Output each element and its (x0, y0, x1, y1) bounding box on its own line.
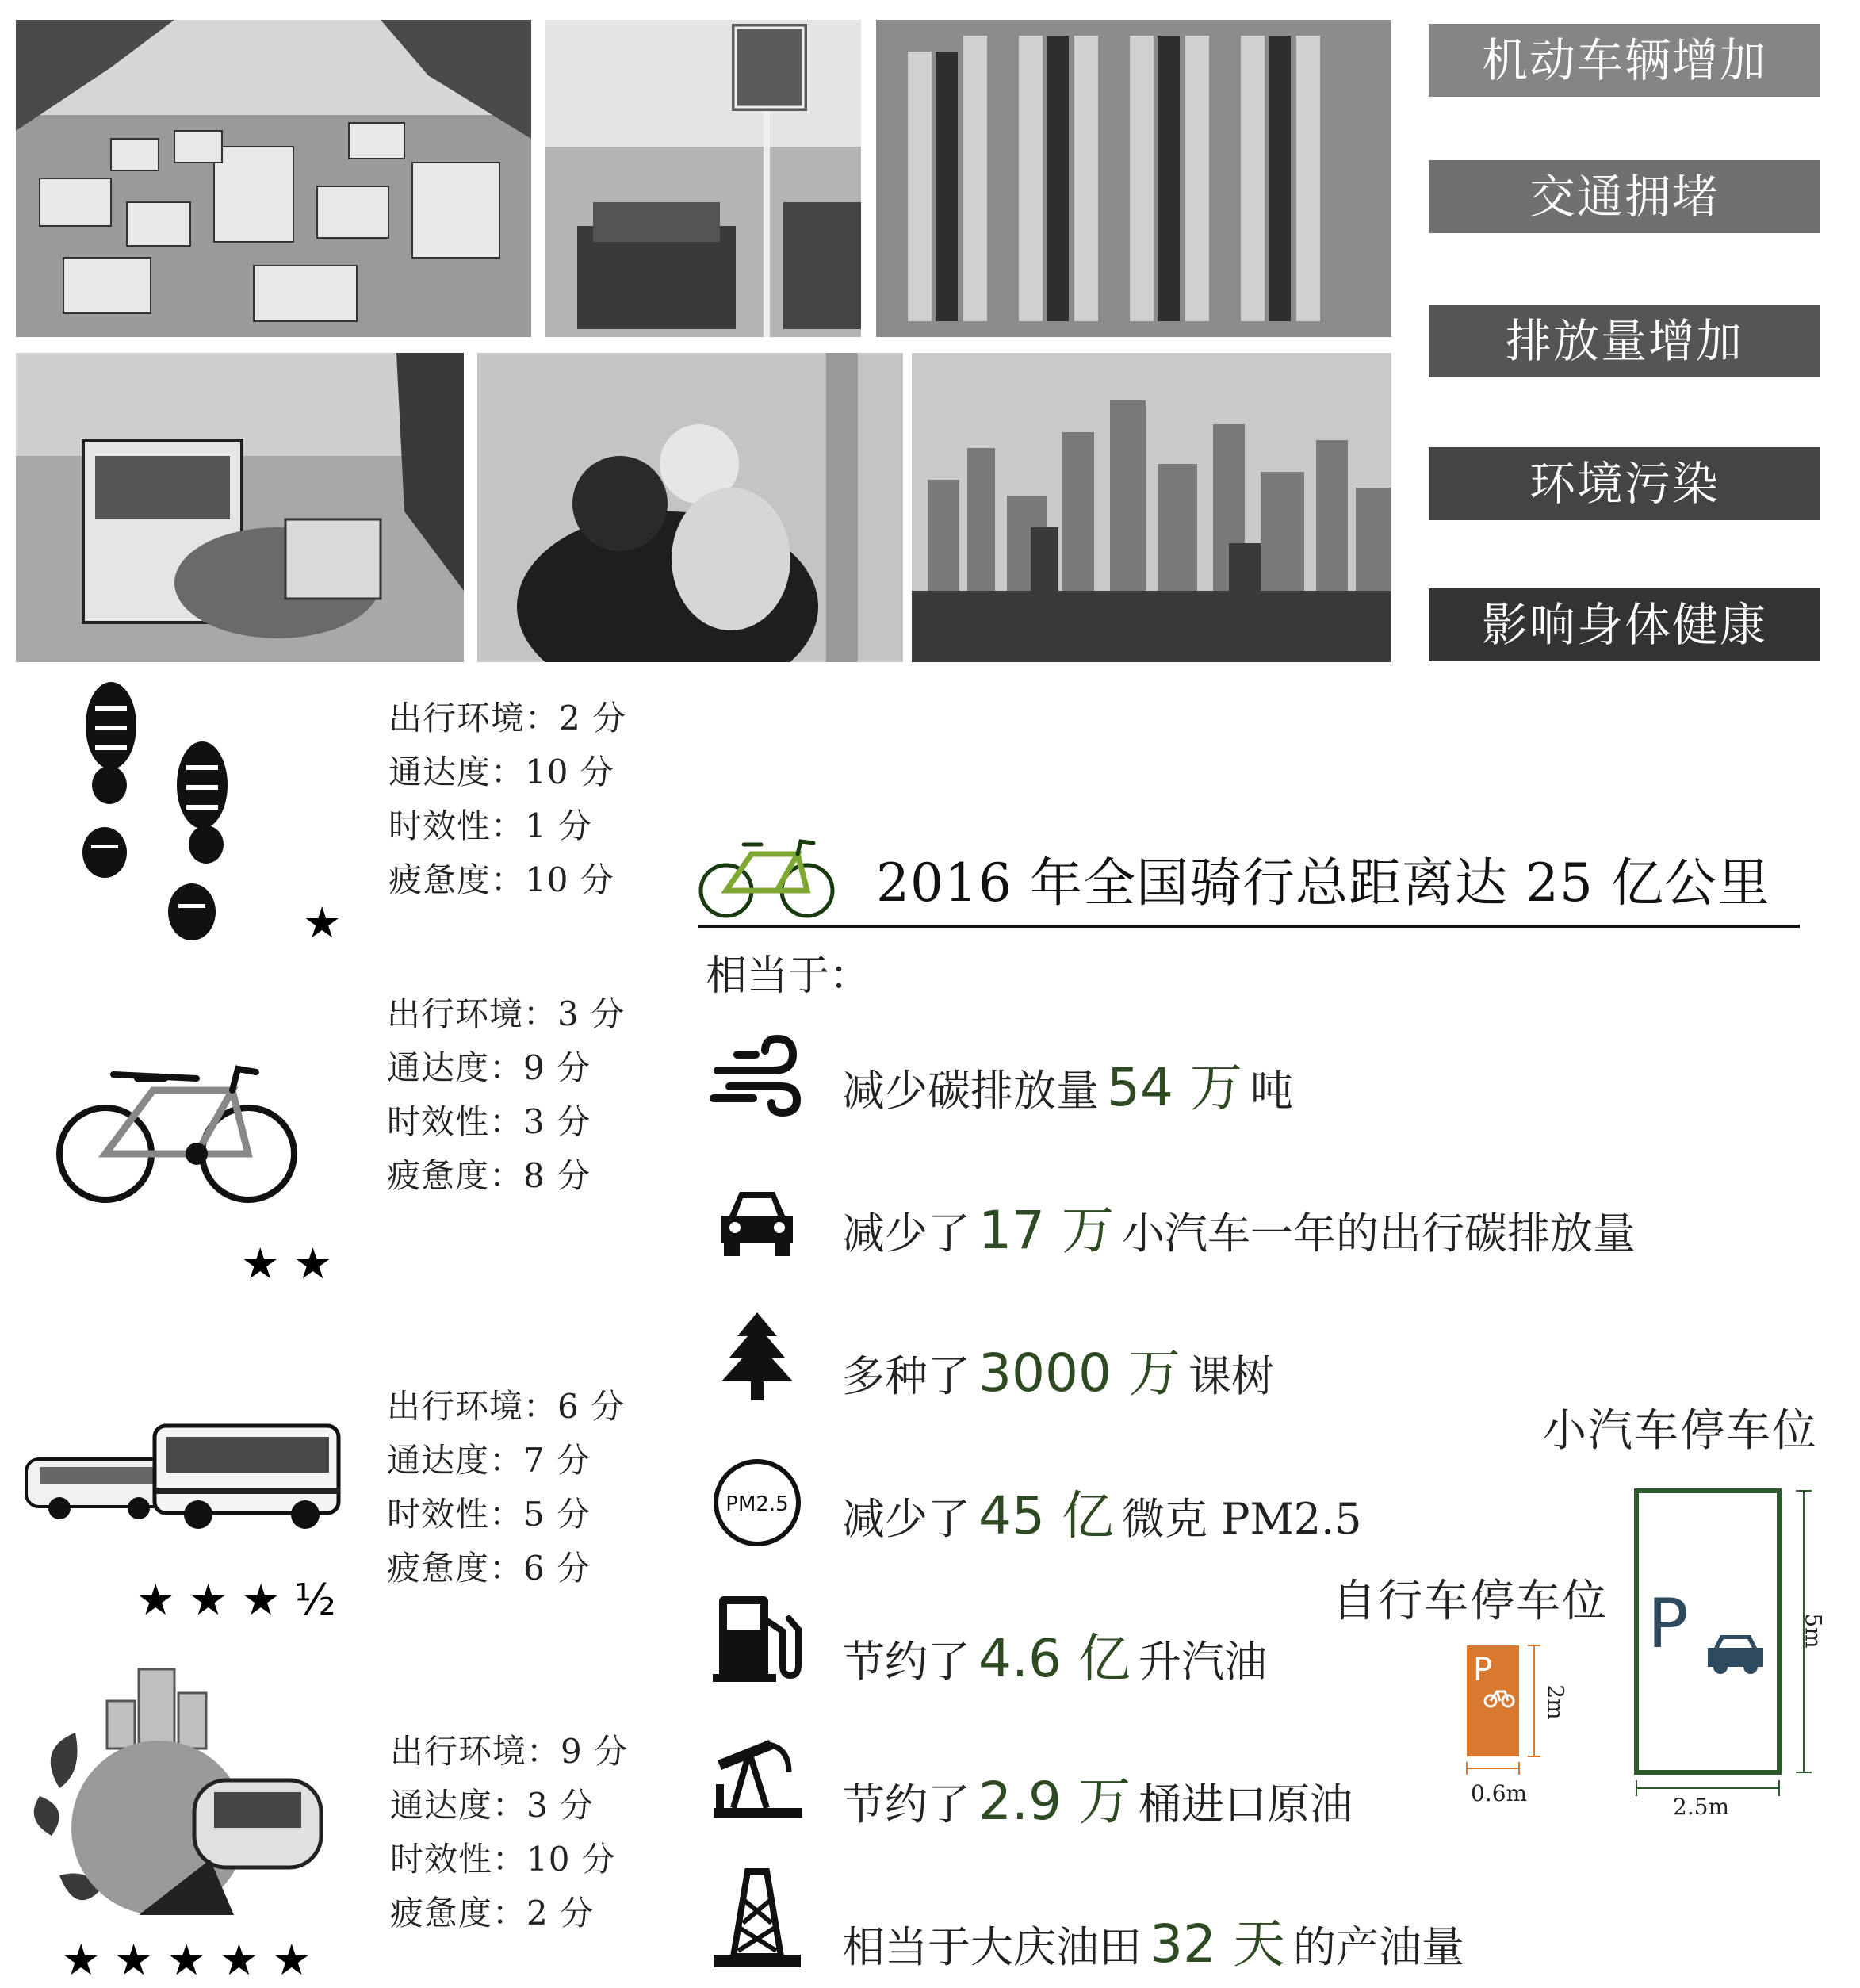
score-accessibility: 通达度：7 分 (387, 1441, 591, 1480)
stat-text-pre: 多种了 (842, 1351, 970, 1401)
score-environment: 出行环境：3 分 (387, 994, 626, 1033)
green-transit-icon (28, 1661, 337, 1923)
green-transit-star-rating: ★★★★★ (62, 1935, 326, 1985)
traffic-jam-photo (16, 20, 531, 337)
stat-number: 17 万 (978, 1200, 1114, 1261)
bike-length-label: 2m (1542, 1684, 1569, 1720)
score-fatigue: 疲惫度：6 分 (387, 1549, 591, 1588)
score-fatigue: 疲惫度：10 分 (388, 860, 614, 899)
stat-text-post: 微克 PM2.5 (1121, 1494, 1362, 1544)
fuel-pump-icon (710, 1590, 805, 1685)
green-bicycle-icon (698, 837, 836, 920)
stat-text-post: 课树 (1188, 1351, 1274, 1401)
stat-number: 54 万 (1107, 1057, 1242, 1118)
cause-box-traffic-congestion: 交通拥堵 (1429, 160, 1820, 233)
stat-number: 3000 万 (978, 1343, 1181, 1404)
car-parking-p-letter: P (1648, 1584, 1689, 1664)
cause-box-health-impact: 影响身体健康 (1429, 588, 1820, 661)
score-accessibility: 通达度：10 分 (388, 753, 614, 791)
stat-number: 32 天 (1150, 1913, 1285, 1975)
cause-box-vehicle-increase: 机动车辆增加 (1429, 24, 1820, 97)
stat-text-post: 的产油量 (1292, 1922, 1464, 1972)
score-environment: 出行环境：6 分 (387, 1387, 626, 1426)
headline: 2016 年全国骑行总距离达 25 亿公里 (876, 852, 1770, 914)
traffic-safety-sign-photo (545, 20, 861, 337)
hazy-city-skyline-photo (912, 353, 1391, 662)
pm25-icon (710, 1455, 805, 1550)
stat-number: 2.9 万 (978, 1771, 1131, 1832)
score-environment: 出行环境：9 分 (390, 1732, 629, 1771)
stat-text-post: 升汽油 (1138, 1637, 1267, 1687)
bus-icon (20, 1412, 345, 1530)
stat-text-pre: 节约了 (842, 1637, 970, 1687)
stat-carbon-reduction (842, 1045, 1293, 1120)
score-timeliness: 时效性：3 分 (387, 1102, 591, 1141)
walking-star-rating: ★ (303, 898, 356, 948)
pm25-icon-label: PM2.5 (725, 1492, 789, 1516)
bicycle-star-rating: ★★ (241, 1239, 346, 1289)
score-timeliness: 时效性：10 分 (390, 1840, 616, 1879)
stat-gasoline-saved (842, 1616, 1267, 1691)
stat-number: 4.6 亿 (978, 1628, 1131, 1689)
footprints-icon (63, 682, 254, 952)
stat-text-pre: 减少碳排放量 (842, 1066, 1099, 1116)
car-parking-title: 小汽车停车位 (1542, 1405, 1818, 1457)
bus-scores (387, 1380, 625, 1595)
stat-crude-oil-saved (842, 1759, 1353, 1834)
walking-scores (388, 691, 626, 907)
stat-daqing-oil (842, 1902, 1464, 1977)
car-width-label: 2.5m (1673, 1794, 1730, 1820)
parking-lot-photo (876, 20, 1391, 337)
stat-trees-planted (842, 1331, 1274, 1406)
stat-text-pre: 减少了 (842, 1209, 970, 1258)
equivalent-label: 相当于： (706, 952, 871, 1000)
stat-text-pre: 相当于大庆油田 (842, 1922, 1142, 1972)
smog-child-mask-photo (477, 353, 903, 662)
stat-text-pre: 减少了 (842, 1494, 970, 1544)
score-environment: 出行环境：2 分 (388, 699, 627, 737)
truck-exhaust-photo (16, 353, 464, 662)
headline-divider (698, 925, 1800, 928)
stat-text-pre: 节约了 (842, 1779, 970, 1829)
stat-pm25-reduction (842, 1473, 1362, 1549)
bicycle-scores (387, 987, 625, 1203)
cause-box-emission-increase: 排放量增加 (1429, 305, 1820, 377)
stat-text-post: 桶进口原油 (1138, 1779, 1353, 1829)
wind-icon (710, 1027, 805, 1122)
stat-text-post: 吨 (1250, 1066, 1293, 1116)
stat-number: 45 亿 (978, 1485, 1114, 1546)
score-accessibility: 通达度：9 分 (387, 1048, 591, 1087)
oil-pumpjack-icon (710, 1729, 805, 1824)
score-fatigue: 疲惫度：8 分 (387, 1156, 591, 1195)
score-timeliness: 时效性：1 分 (388, 806, 593, 845)
score-accessibility: 通达度：3 分 (390, 1786, 595, 1825)
tree-icon (710, 1308, 805, 1404)
car-icon (710, 1172, 805, 1267)
bicycle-icon (54, 1055, 300, 1205)
bike-width-label: 0.6m (1471, 1780, 1528, 1806)
stat-car-emissions (842, 1188, 1636, 1263)
bike-parking-p-letter: P (1473, 1652, 1493, 1688)
bus-star-rating: ★★★½ (136, 1575, 350, 1625)
car-length-label: 5m (1800, 1613, 1827, 1649)
stat-text-post: 小汽车一年的出行碳排放量 (1121, 1209, 1636, 1258)
green-transit-scores (390, 1725, 628, 1940)
bike-parking-title: 自行车停车位 (1332, 1576, 1608, 1627)
score-timeliness: 时效性：5 分 (387, 1495, 591, 1534)
cause-box-pollution: 环境污染 (1429, 447, 1820, 520)
oil-derrick-icon (710, 1867, 805, 1971)
score-fatigue: 疲惫度：2 分 (390, 1894, 595, 1932)
